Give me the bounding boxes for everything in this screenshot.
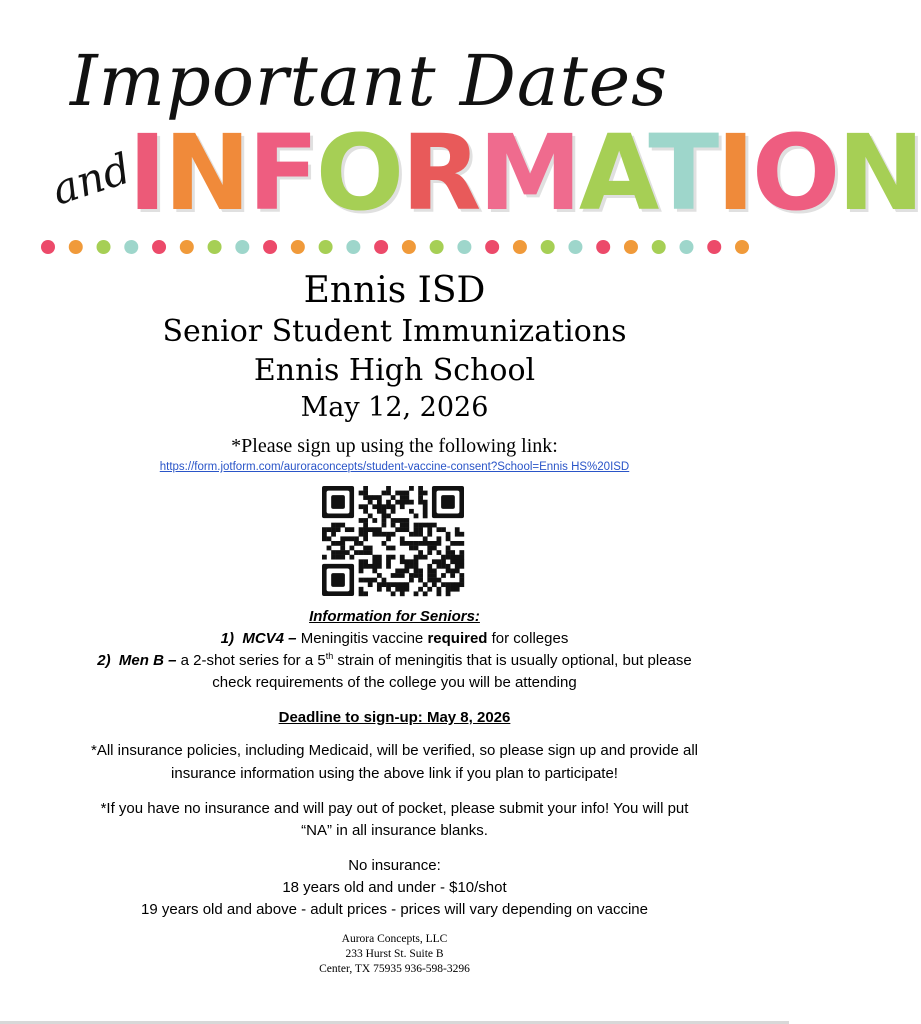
no-insurance-heading: No insurance: [348,857,441,874]
item1-required: required [427,630,488,647]
decorative-dot [291,240,305,254]
item2-text-b: strain of meningitis that is usually optional, but please [333,652,692,669]
decorative-dot [152,240,166,254]
item1-name: MCV4 – [242,630,297,647]
signup-link[interactable]: https://form.jotform.com/auroraconcepts/student-vaccine-consent?School=Ennis HS%20ISD [159,461,630,473]
decorative-dot [735,240,749,254]
information-letter: M [478,112,579,234]
decorative-dot [208,240,222,254]
qr-finder-pattern [432,486,464,518]
information-letter: I [128,112,164,234]
information-letter: O [751,112,838,234]
qr-code[interactable] [322,486,464,596]
decorative-dot [180,240,194,254]
decorative-dot [374,240,388,254]
important-dates-title: Important Dates [70,40,669,122]
and-script-word: and [46,143,137,215]
decorative-dot [652,240,666,254]
decorative-dot [346,240,360,254]
qr-finder-pattern [322,564,354,596]
item1-text-b: for colleges [487,630,569,647]
information-letter: T [648,112,717,234]
school-title: Ennis High School [253,353,536,388]
decorative-dot-row [40,238,750,258]
event-title: Senior Student Immunizations [162,314,627,349]
decorative-dot [707,240,721,254]
information-banner-word [128,112,921,234]
information-letter: R [401,112,479,234]
decorative-dot [624,240,638,254]
decorative-dot [69,240,83,254]
info-item-menb-line2: check requirements of the college you will be attending [212,674,577,691]
info-heading: Information for Seniors: [309,608,480,625]
qr-finder-pattern [322,486,354,518]
item2-superscript: th [325,651,334,661]
information-letter: N [837,112,921,234]
insurance-paragraph-1-line1: *All insurance policies, including Medicaid, will be verified, so please sign up and provide all [90,742,698,759]
insurance-paragraph-2-line2: “NA” in all insurance blanks. [301,822,488,839]
no-insurance-price-under-18: 18 years old and under - $10/shot [282,879,507,896]
insurance-paragraph-2-line1: *If you have no insurance and will pay out of pocket, please submit your info! You will put [100,800,689,817]
decorative-dot [319,240,333,254]
information-letter: I [716,112,752,234]
decorative-dot [124,240,138,254]
event-date: May 12, 2026 [300,392,489,423]
district-title: Ennis ISD [303,270,486,311]
information-letter: F [247,112,316,234]
decorative-dot [97,240,111,254]
info-item-mcv4 [0,630,789,647]
decorative-dot [41,240,55,254]
header-banner [0,0,921,265]
item1-number: 1) [220,630,234,647]
item2-text-a: a 2-shot series for a 5 [176,652,326,669]
company-city-phone: Center, TX 75935 936-598-3296 [319,963,470,975]
information-letter: A [578,112,649,234]
no-insurance-price-over-19: 19 years old and above - adult prices - prices will vary depending on vaccine [141,901,648,918]
decorative-dot [430,240,444,254]
information-letter: N [163,112,248,234]
decorative-dot [263,240,277,254]
decorative-dot [402,240,416,254]
decorative-dot [541,240,555,254]
insurance-paragraph-1-line2: insurance information using the above link if you plan to participate! [171,765,618,782]
decorative-dot [513,240,527,254]
info-item-menb [0,652,789,669]
company-address: 233 Hurst St. Suite B [345,948,444,960]
decorative-dot [596,240,610,254]
information-letter: O [315,112,402,234]
decorative-dot [457,240,471,254]
item2-number: 2) [97,652,111,669]
signup-deadline: Deadline to sign-up: May 8, 2026 [278,709,511,726]
signup-instruction: *Please sign up using the following link: [231,435,558,457]
item1-text-a: Meningitis vaccine [296,630,428,647]
company-name: Aurora Concepts, LLC [341,933,448,945]
decorative-dot [235,240,249,254]
decorative-dot [568,240,582,254]
item2-name: Men B – [118,652,177,669]
decorative-dot [485,240,499,254]
decorative-dot [679,240,693,254]
